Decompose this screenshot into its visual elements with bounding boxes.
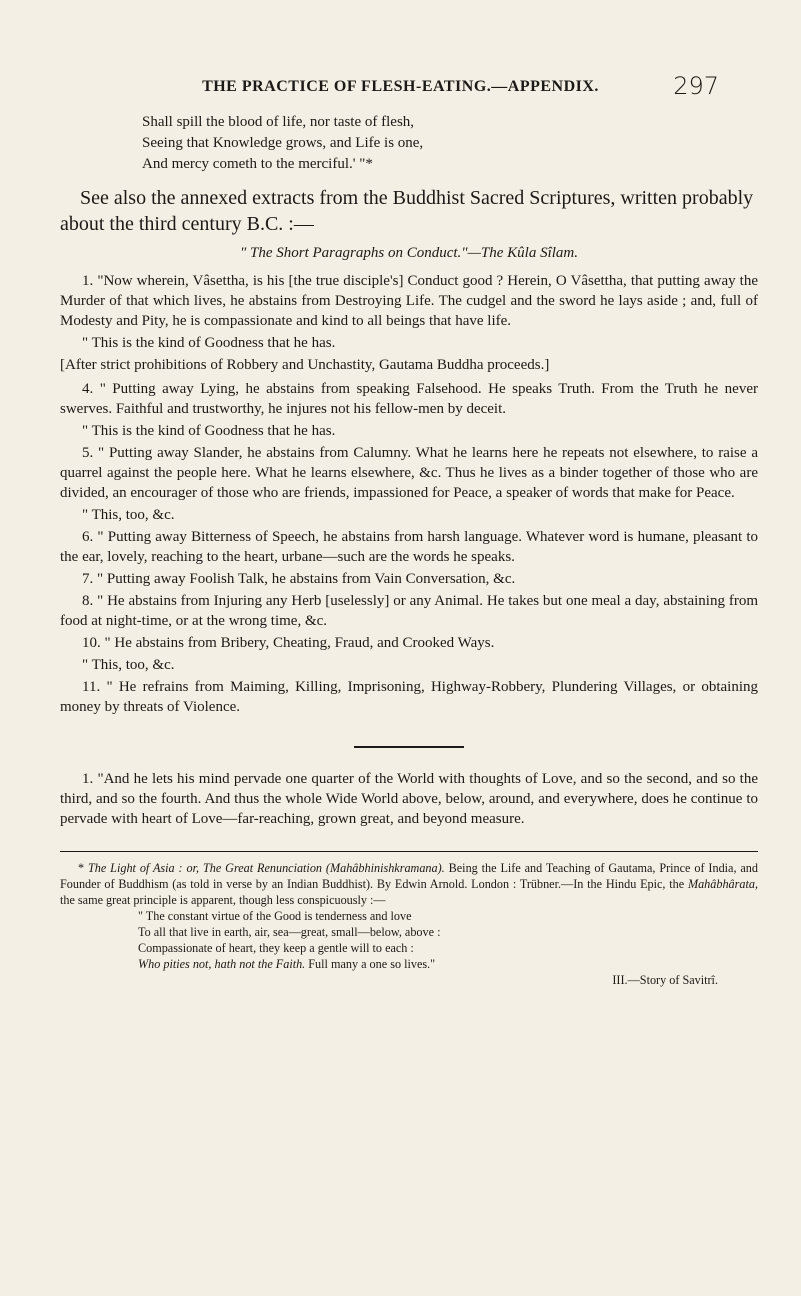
poem-line: And mercy cometh to the merciful.' "*	[142, 156, 373, 172]
running-head: THE PRACTICE OF FLESH-EATING.—APPENDIX.	[202, 78, 599, 95]
paragraph-11: 11. " He refrains from Maiming, Killing, Imprisoning, Highway-Robbery, Plundering Villages, or obtaining money by threats of Violence.	[60, 679, 758, 715]
page-body	[60, 112, 758, 988]
paragraph-7: 7. " Putting away Foolish Talk, he abstains from Vain Conversation, &c.	[82, 571, 516, 587]
footnote-source: III.—Story of Savitrî.	[612, 973, 718, 987]
paragraph-4: 4. " Putting away Lying, he abstains from speaking Falsehood. He speaks Truth. From the Truth he never swerves. Faithful and trustworthy, he injures not his fellow-men by deceit.	[60, 381, 758, 417]
refrain: " This is the kind of Goodness that he has.	[82, 335, 336, 351]
section-title-work: " The Short Paragraphs on Conduct."	[239, 245, 468, 261]
see-also-paragraph: See also the annexed extracts from the Buddhist Sacred Scriptures, written probably about the third century B.C. :—	[60, 187, 754, 235]
paragraph-6: 6. " Putting away Bitterness of Speech, he abstains from harsh language. Whatever word is humane, pleasant to the ear, lovely, reaching to the heart, urbane—such are the words he speaks.	[60, 529, 758, 565]
verse-line: " The constant virtue of the Good is tenderness and love	[138, 909, 412, 923]
paragraph-8: 8. " He abstains from Injuring any Herb [uselessly] or any Animal. He takes but one meal a day, abstaining from food at night-time, or at the wrong time, &c.	[60, 593, 758, 629]
poem-line: Seeing that Knowledge grows, and Life is one,	[142, 135, 424, 151]
footnote	[60, 860, 758, 908]
footnote-verse	[138, 908, 758, 972]
footnote-text: Being the Life and Teaching of Gautama, Prince of India, and Founder of Buddhism (as told in verse by an Indian Buddhist). By Edwin Arnold. London : Trübner.—In the Hindu Epic, the	[60, 861, 758, 891]
page-number: 297	[673, 72, 719, 100]
refrain: " This, too, &c.	[82, 507, 175, 523]
editorial-note: [After strict prohibitions of Robbery and Unchastity, Gautama Buddha proceeds.]	[60, 357, 550, 373]
section-title-source: —The Kûla Sîlam.	[467, 245, 579, 261]
paragraph-1: 1. "Now wherein, Vâsettha, is his [the true disciple's] Conduct good ? Herein, O Vâsettha, that putting away the Murder of that which lives, he abstains from Destroying Life. The cudgel and the sword he lays aside ; and, full of Modesty and Pity, he is compassionate and kind to all beings that have life.	[60, 273, 758, 329]
paragraph-10: 10. " He abstains from Bribery, Cheating, Fraud, and Crooked Ways.	[82, 635, 495, 651]
footnote-epic: Mahâbhârata,	[687, 877, 759, 891]
footnote-text-continued: the same great principle is apparent, though less conspicuously :—	[60, 893, 386, 907]
verse-italic: Who pities not, hath not the Faith.	[138, 957, 306, 971]
divider-line	[354, 746, 464, 748]
closing-paragraph: 1. "And he lets his mind pervade one quarter of the World with thoughts of Love, and so the second, and so the third, and so the fourth. And thus the whole Wide World above, below, around, and everywhere, does he continue to pervade with heart of Love—far-reaching, grown great, and beyond measure.	[60, 771, 758, 827]
poem-line: Shall spill the blood of life, nor taste of flesh,	[142, 114, 415, 130]
refrain: " This, too, &c.	[82, 657, 175, 673]
page-header	[0, 72, 801, 108]
footnote-work-title: The Light of Asia : or, The Great Renunciation (Mahâbhinishkramana).	[88, 861, 445, 875]
refrain: " This is the kind of Goodness that he has.	[82, 423, 336, 439]
verse-line: Compassionate of heart, they keep a gentle will to each :	[138, 941, 414, 955]
section-title	[60, 243, 758, 263]
verse-line	[138, 956, 758, 972]
poem-excerpt	[142, 112, 758, 175]
footnote-mark: *	[78, 861, 85, 875]
paragraph-5: 5. " Putting away Slander, he abstains from Calumny. What he learns here he repeats not elsewhere, to raise a quarrel against the people here. What he learns elsewhere, &c. Thus he lives as a binder together of those who are divided, an encourager of those who are friends, impassioned for Peace, a speaker of words that make for Peace.	[60, 445, 758, 501]
verse-line: To all that live in earth, air, sea—great, small—below, above :	[138, 925, 441, 939]
section-divider	[60, 735, 758, 753]
footnote-rule	[60, 851, 758, 852]
verse-rest: Full many a one so lives."	[305, 957, 436, 971]
